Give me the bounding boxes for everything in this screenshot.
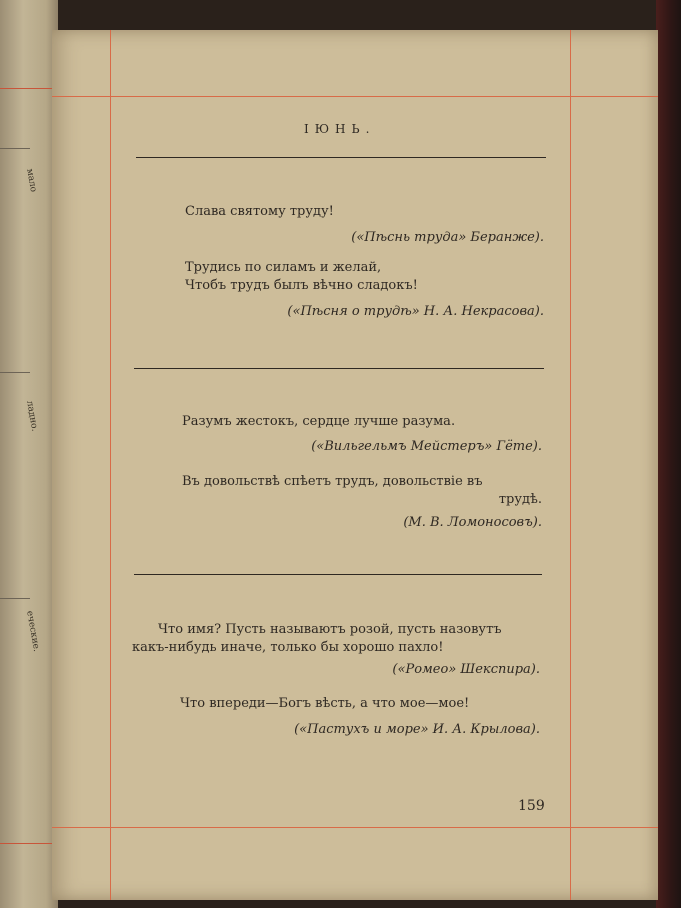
section-divider bbox=[136, 157, 546, 158]
page-number: 159 bbox=[518, 798, 545, 814]
section-divider bbox=[134, 368, 544, 369]
quote-text: Что впереди—Богъ вѣсть, а что мое—мое! bbox=[180, 696, 470, 711]
left-page-fragment: ладно. bbox=[24, 400, 40, 433]
section-divider bbox=[134, 574, 542, 575]
quote-text: Чтобъ трудъ былъ вѣчно сладокъ! bbox=[185, 278, 418, 293]
quote-text: Разумъ жестокъ, сердце лучше разума. bbox=[182, 414, 456, 429]
quote-text: Что имя? Пусть называютъ розой, пусть назовутъ bbox=[158, 622, 502, 637]
quote-attribution: (М. В. Ломоносовъ). bbox=[403, 515, 542, 530]
quote-text: Трудись по силамъ и желай, bbox=[185, 260, 382, 275]
left-page-red-rule bbox=[0, 88, 58, 89]
left-page-fragment: мало bbox=[24, 168, 39, 193]
book-page bbox=[52, 30, 658, 900]
margin-rule-right bbox=[570, 30, 571, 900]
margin-rule-left bbox=[110, 30, 111, 900]
quote-attribution: («Пастухъ и море» И. А. Крылова). bbox=[294, 722, 540, 737]
quote-text: Въ довольствѣ спѣетъ трудъ, довольствіе въ bbox=[182, 474, 483, 489]
left-page-rule bbox=[0, 598, 30, 599]
left-facing-page bbox=[0, 0, 58, 908]
left-page-rule bbox=[0, 148, 30, 149]
quote-text: трудѣ. bbox=[498, 492, 542, 507]
page-header: ІЮНЬ. bbox=[304, 122, 376, 136]
quote-text: какъ-нибудь иначе, только бы хорошо пахло! bbox=[132, 640, 444, 655]
quote-attribution: («Пѣснь труда» Беранже). bbox=[351, 230, 544, 245]
left-page-fragment: еческие. bbox=[24, 610, 42, 653]
left-page-red-rule bbox=[0, 843, 58, 844]
quote-attribution: («Ромео» Шекспира). bbox=[392, 662, 540, 677]
margin-rule-bottom bbox=[52, 827, 658, 828]
left-page-rule bbox=[0, 372, 30, 373]
margin-rule-top bbox=[52, 96, 658, 97]
quote-text: Слава святому труду! bbox=[185, 204, 334, 219]
quote-attribution: («Пѣсня о трудѣ» Н. А. Некрасова). bbox=[287, 304, 544, 319]
quote-attribution: («Вильгельмъ Мейстеръ» Гёте). bbox=[311, 439, 542, 454]
book-cover-edge bbox=[656, 0, 681, 908]
